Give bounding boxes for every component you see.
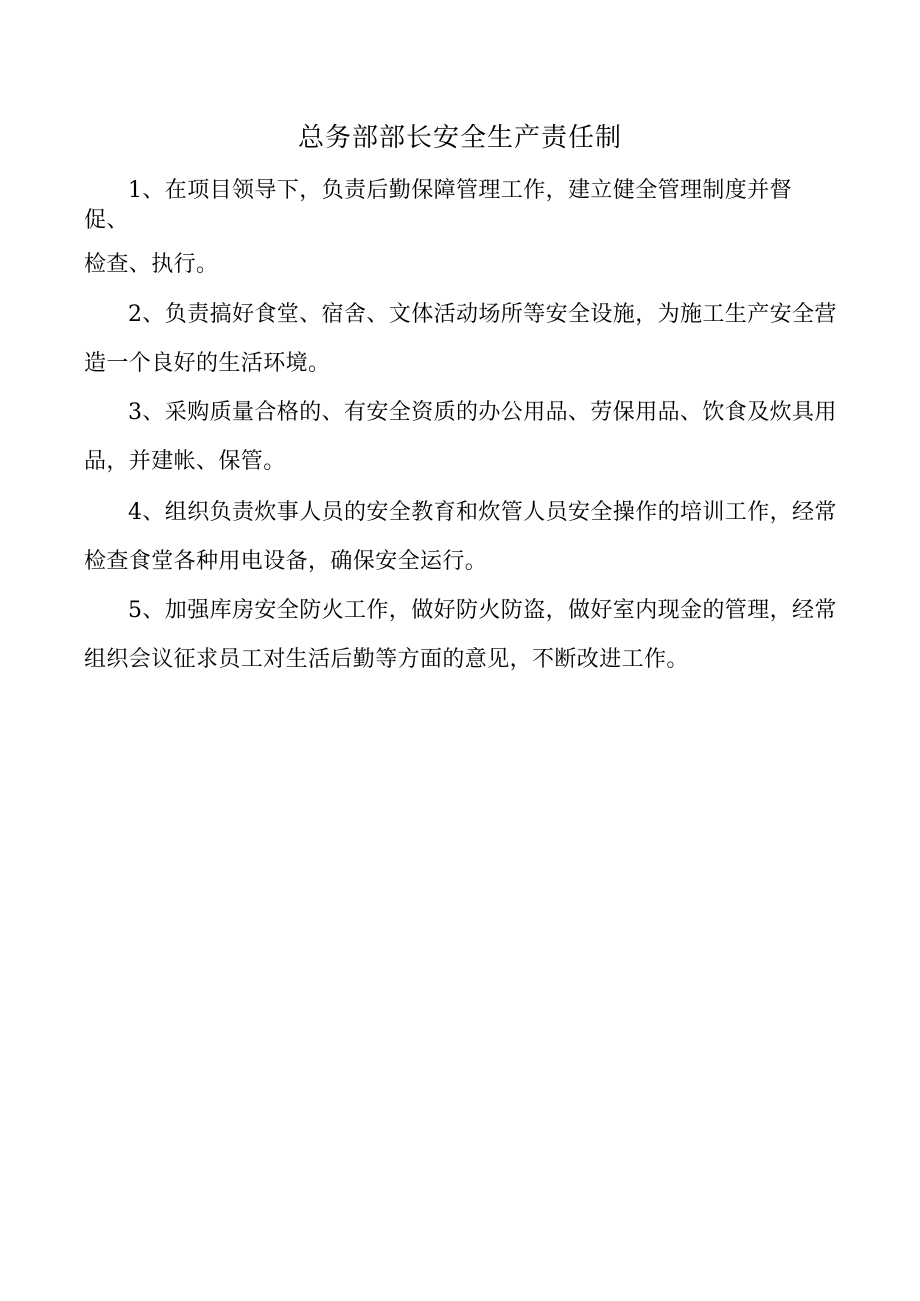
item-1-line-2: 促、: [84, 208, 129, 233]
item-1-line-1: 1、在项目领导下，负责后勤保障管理工作，建立健全管理制度并督: [128, 178, 792, 203]
document-title: 总务部部长安全生产责任制: [297, 123, 622, 153]
item-2-paragraph: 2、负责搞好食堂、宿舍、文体活动场所等安全设施，为施工生产安全营造一个良好的生活环境。: [84, 302, 837, 376]
item-3-paragraph: 3、采购质量合格的、有安全资质的办公用品、劳保用品、饮食及炊具用品，并建帐、保管。: [84, 400, 837, 474]
item-5-paragraph: 5、加强库房安全防火工作，做好防火防盗，做好室内现金的管理，经常组织会议征求员工对生活后勤等方面的意见，不断改进工作。: [84, 598, 837, 672]
item-1-line-3: 检查、执行。: [84, 252, 219, 277]
item-4-paragraph: 4、组织负责炊事人员的安全教育和炊管人员安全操作的培训工作，经常检查食堂各种用电设备，确保安全运行。: [84, 500, 837, 574]
